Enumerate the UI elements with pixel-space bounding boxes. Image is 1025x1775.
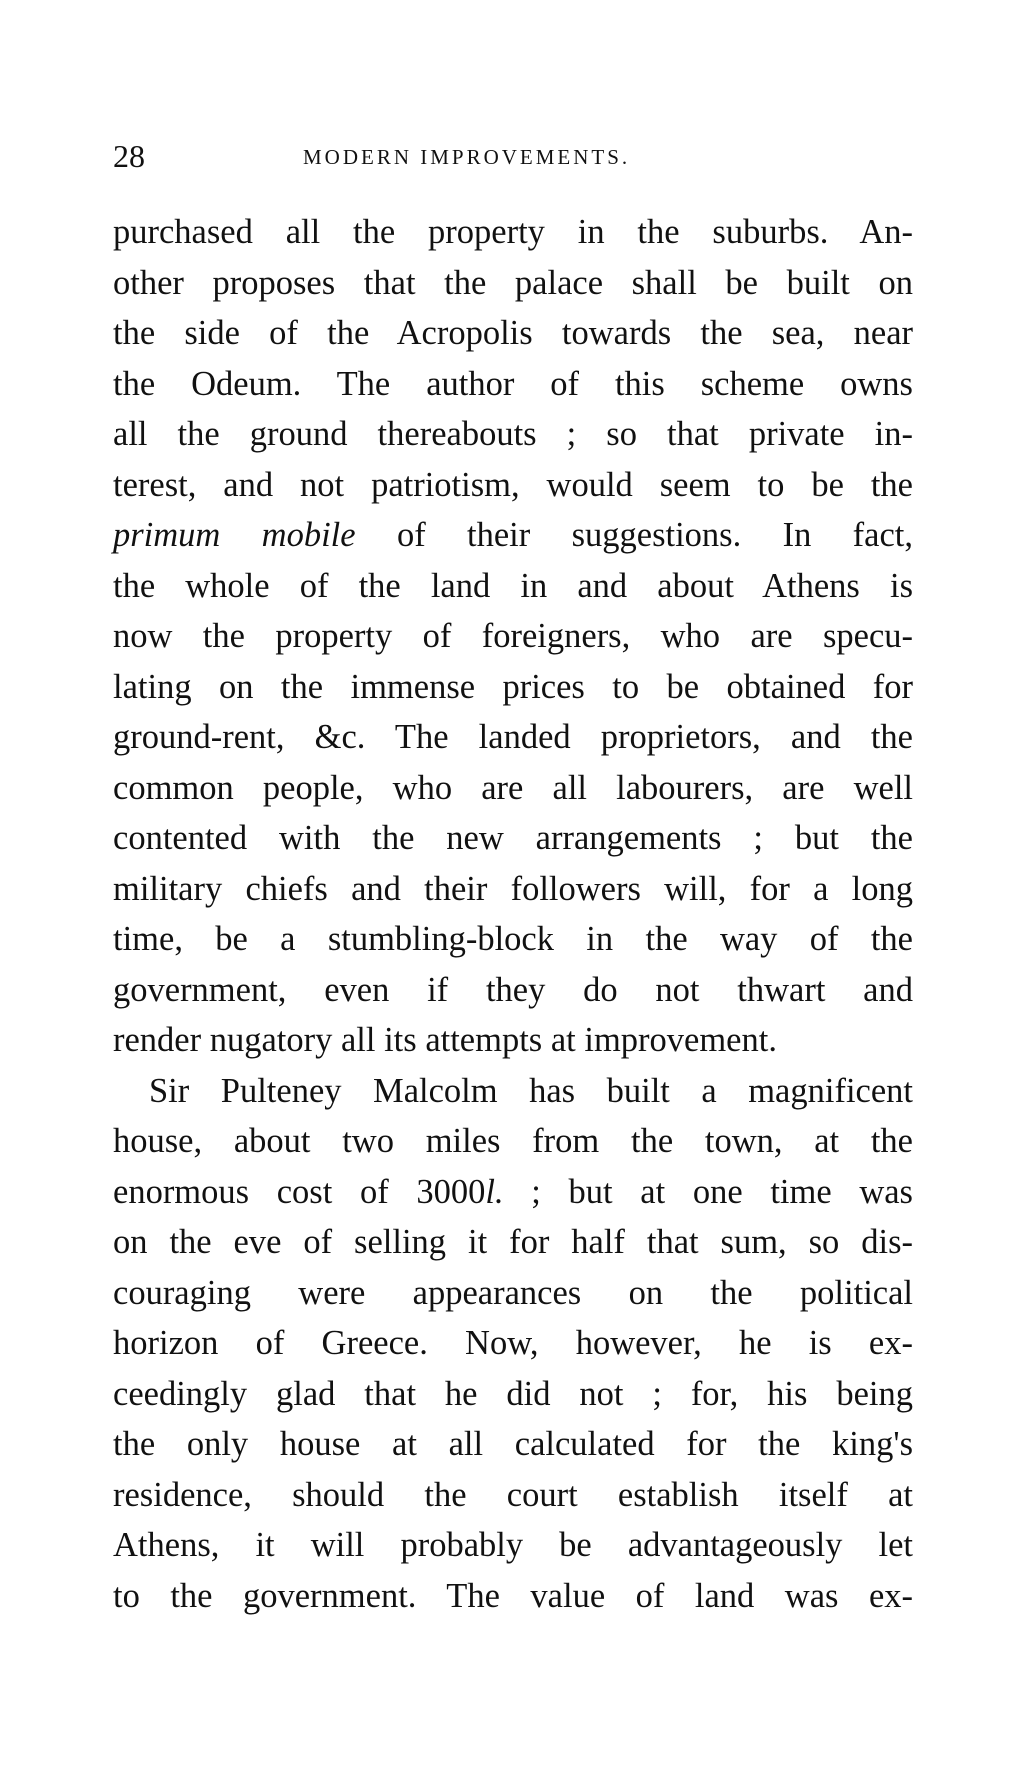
- paragraph: [113, 1066, 913, 1622]
- text-line: Athens, it will probably be advantageously let: [113, 1526, 913, 1564]
- text-line: [113, 1167, 913, 1218]
- text-line: the only house at all calculated for the king's: [113, 1425, 913, 1463]
- text-line: Sir Pulteney Malcolm has built a magnificent: [149, 1071, 913, 1110]
- page-number: 28: [113, 138, 145, 174]
- text-line: ground-rent, &c. The landed proprietors, and the: [113, 718, 913, 756]
- text-run: enormous cost of 3000: [113, 1172, 486, 1211]
- text-line: residence, should the court establish itself at: [113, 1475, 913, 1514]
- text-line: lating on the immense prices to be obtained for: [113, 667, 913, 706]
- text-line: on the eve of selling it for half that sum, so dis-: [113, 1223, 913, 1261]
- text-line: purchased all the property in the suburbs. An-: [113, 213, 913, 251]
- text-line: to the government. The value of land was ex-: [113, 1576, 913, 1615]
- text-line: other proposes that the palace shall be built on: [113, 263, 913, 302]
- text-run: ; but at one time was: [503, 1172, 913, 1211]
- italic-phrase: primum mobile: [113, 516, 356, 554]
- text-run: of their suggestions. In fact,: [355, 516, 913, 554]
- text-line: terest, and not patriotism, would seem to be the: [113, 465, 913, 504]
- text-line: horizon of Greece. Now, however, he is ex-: [113, 1324, 913, 1362]
- paragraph: [113, 207, 913, 1066]
- text-line: house, about two miles from the town, at the: [113, 1122, 913, 1160]
- text-line: contented with the new arrangements ; but the: [113, 819, 913, 857]
- text-line: government, even if they do not thwart and: [113, 970, 913, 1009]
- text-line: now the property of foreigners, who are specu-: [113, 617, 913, 655]
- text-line: the Odeum. The author of this scheme owns: [113, 364, 913, 403]
- text-line: time, be a stumbling-block in the way of the: [113, 920, 913, 958]
- body-text: [113, 207, 913, 1621]
- running-head: [113, 136, 913, 176]
- text-line: ceedingly glad that he did not ; for, his being: [113, 1374, 913, 1413]
- running-title: MODERN IMPROVEMENTS.: [303, 145, 631, 169]
- text-line: the side of the Acropolis towards the sea, near: [113, 314, 913, 352]
- text-line: the whole of the land in and about Athens is: [113, 566, 913, 605]
- text-line: render nugatory all its attempts at improvement.: [113, 1021, 777, 1059]
- text-line: [113, 510, 913, 561]
- text-line: all the ground thereabouts ; so that private in-: [113, 415, 913, 453]
- text-line: common people, who are all labourers, are well: [113, 768, 913, 807]
- text-line: couraging were appearances on the political: [113, 1273, 913, 1312]
- text-line: military chiefs and their followers will, for a long: [113, 869, 913, 908]
- italic-phrase: l.: [485, 1172, 504, 1211]
